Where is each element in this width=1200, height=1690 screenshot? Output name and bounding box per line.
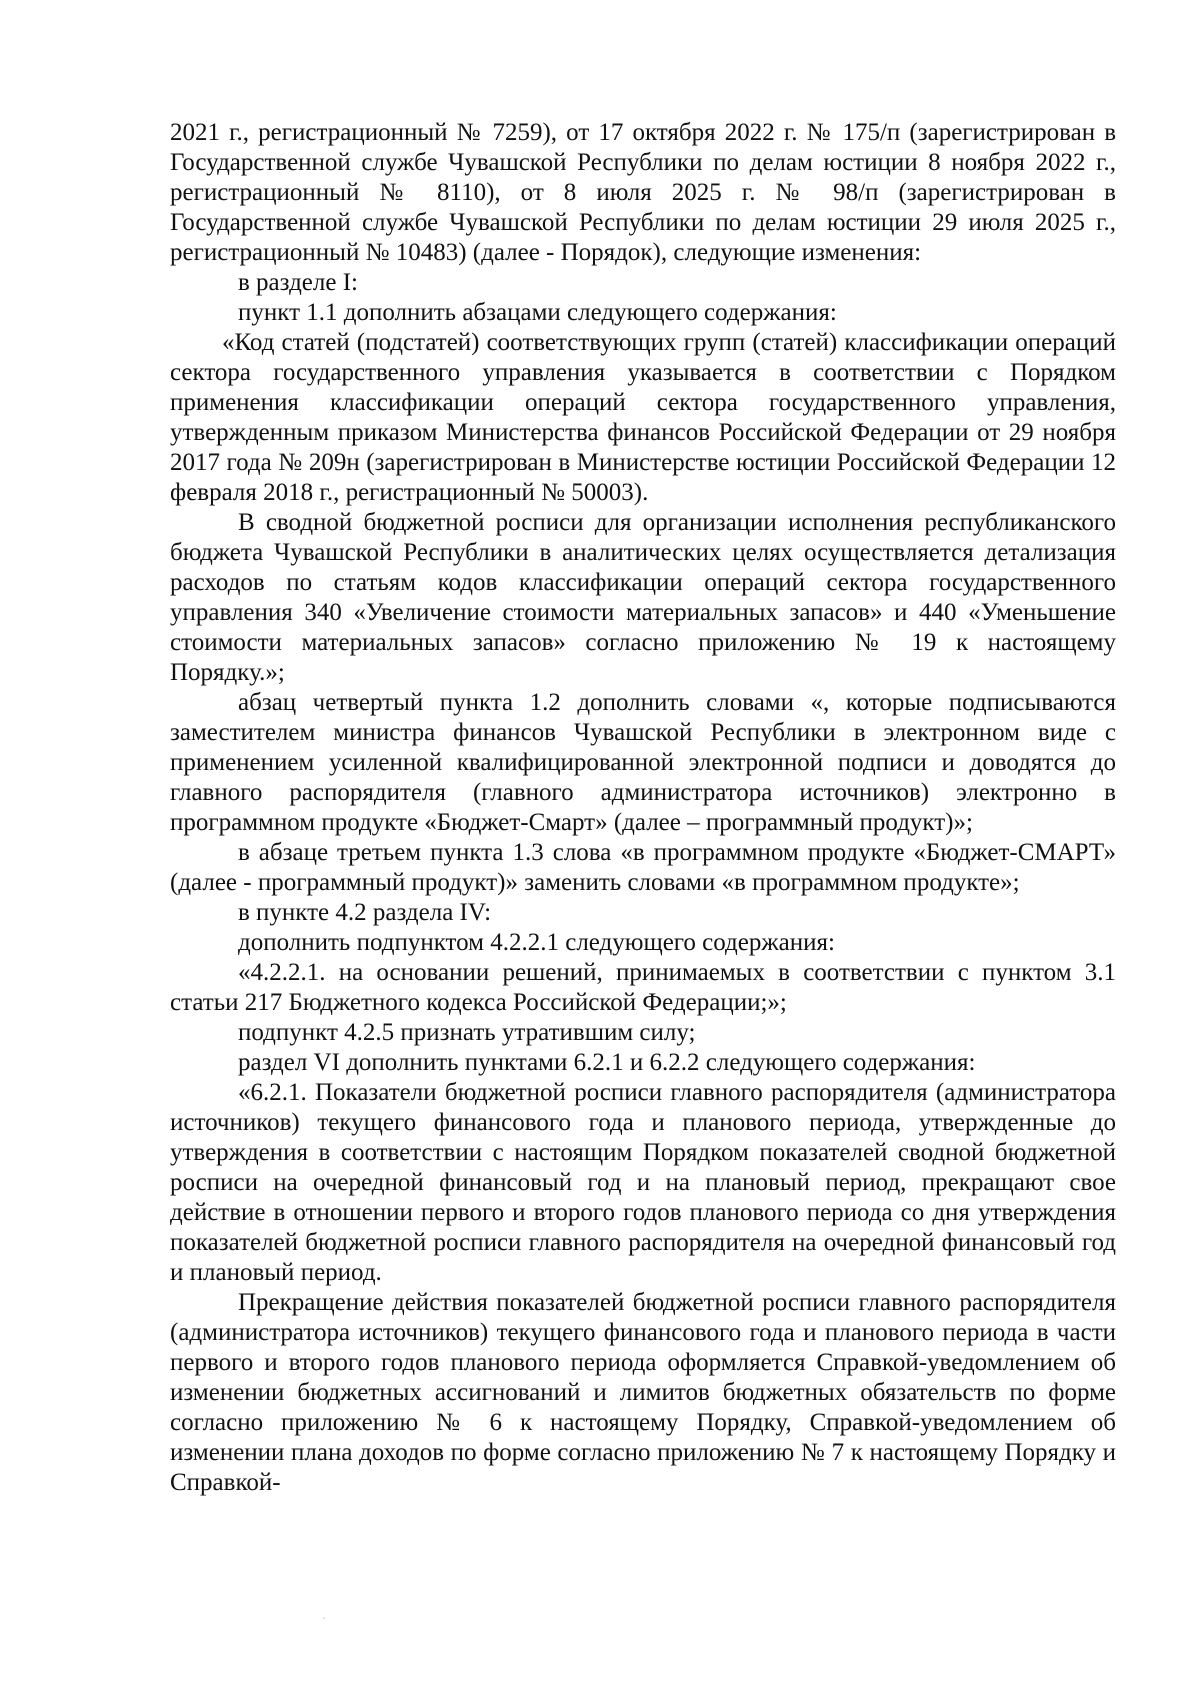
paragraph-point-1-3: в абзаце третьем пункта 1.3 слова «в программном продукте «Бюджет-СМАРТ» (далее - программный продукт)» заменить словами «в программном продукте»; (170, 839, 1116, 896)
paragraph-section-vi: раздел VI дополнить пунктами 6.2.1 и 6.2.2 следующего содержания: (238, 1049, 976, 1076)
paragraph-subpoint-4-2-5: подпункт 4.2.5 признать утратившим силу; (238, 1019, 696, 1046)
paragraph-amendment-list-continuation: 2021 г., регистрационный № 7259), от 17 октября 2022 г. № 175/п (зарегистрирован в Государственной службе Чувашской Республики по делам юстиции 8 ноября 2022 г., регистрационный № 8110), от 8 июля 2025 г. № 98/п (зарегистрирован в Государственной службе Чувашской Республики по делам юстиции 29 июля 2025 г., регистрационный № 10483) (далее - Порядок), следующие изменения: (170, 119, 1116, 266)
paragraph-summary-budget-detailing: В сводной бюджетной росписи для организации исполнения республиканского бюджета Чувашской Республики в аналитических целях осуществляется детализация расходов по статьям кодов классификации операций сектора государственного управления 340 «Увеличение стоимости материальных запасов» и 440 «Уменьшение стоимости материальных запасов» согласно приложению № 19 к настоящему Порядку.»; (170, 509, 1116, 686)
paragraph-point-1-1: пункт 1.1 дополнить абзацами следующего содержания: (238, 299, 837, 326)
paragraph-point-4-2: в пункте 4.2 раздела IV: (238, 899, 492, 926)
paragraph-section-i: в разделе I: (238, 269, 358, 296)
scan-speck (323, 1617, 325, 1619)
paragraph-quote-kosgu-code: «Код статей (подстатей) соответствующих групп (статей) классификации операций сектора государственного управления указывается в соответствии с Порядком применения классификации операций сектора государственного управления, утвержденным приказом Министерства финансов Российской Федерации от 29 ноября 2017 года № 209н (зарегистрирован в Министерстве юстиции Российской Федерации 12 февраля 2018 г., регистрационный № 50003). (170, 329, 1116, 506)
paragraph-termination: Прекращение действия показателей бюджетной росписи главного распорядителя (администратора источников) текущего финансового года и планового периода в части первого и второго годов планового периода оформляется Справкой-уведомлением об изменении бюджетных ассигнований и лимитов бюджетных обязательств по форме согласно приложению № 6 к настоящему Порядку, Справкой-уведомлением об изменении плана доходов по форме согласно приложению № 7 к настоящему Порядку и Справкой- (170, 1289, 1116, 1496)
paragraph-point-1-2: абзац четвертый пункта 1.2 дополнить словами «, которые подписываются заместителем министра финансов Чувашской Республики в электронном виде с применением усиленной квалифицированной электронной подписи и доводятся до главного распорядителя (главного администратора источников) электронно в программном продукте «Бюджет-Смарт» (далее – программный продукт)»; (170, 689, 1116, 836)
paragraph-point-6-2-1: «6.2.1. Показатели бюджетной росписи главного распорядителя (администратора источников) текущего финансового года и планового периода, утвержденные до утверждения в соответствии с настоящим Порядком показателей сводной бюджетной росписи на очередной финансовый год и на плановый период, прекращают свое действие в отношении первого и второго годов планового периода со дня утверждения показателей бюджетной росписи главного распорядителя на очередной финансовый год и плановый период. (170, 1079, 1116, 1286)
paragraph-subpoint-4-2-2-1: «4.2.2.1. на основании решений, принимаемых в соответствии с пунктом 3.1 статьи 217 Бюджетного кодекса Российской Федерации;»; (170, 959, 1116, 1016)
document-page (170, 118, 1116, 1498)
paragraph-add-subpoint-4-2-2-1: дополнить подпунктом 4.2.2.1 следующего содержания: (238, 929, 835, 956)
